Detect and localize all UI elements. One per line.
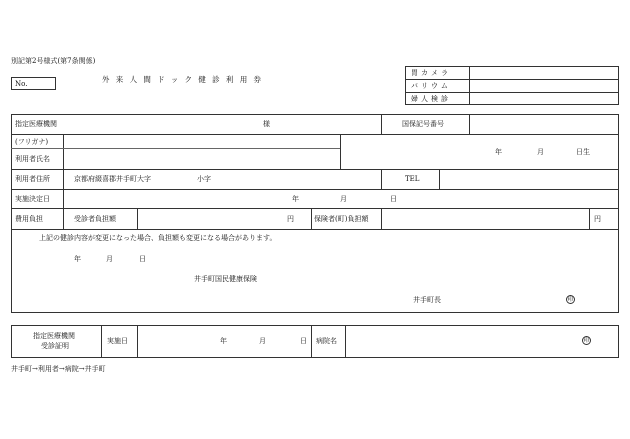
address-prefix: 京都府綴喜郡井手町大字: [74, 175, 151, 183]
patient-cost-yen: 円: [287, 215, 294, 223]
patient-cost-label: 受診者負担額: [74, 215, 116, 223]
exam-barium: バリウム: [411, 82, 451, 90]
insurance-number-field[interactable]: [472, 117, 616, 131]
institution-label: 指定医療機関: [15, 120, 57, 128]
insurer-cost-yen: 円: [594, 215, 601, 223]
furigana-field[interactable]: [66, 136, 336, 146]
hospital-seal-icon: 印: [583, 337, 590, 344]
cert-month-label: 月: [259, 337, 266, 345]
birth-year-label: 年: [495, 148, 502, 156]
birth-day-label: 日生: [576, 148, 590, 156]
number-box[interactable]: [11, 77, 56, 90]
birth-month-label: 月: [537, 148, 544, 156]
insurer-cost-field[interactable]: [384, 211, 584, 227]
decision-year-label: 年: [292, 195, 299, 203]
notice-month-label: 月: [106, 255, 113, 263]
notice-day-label: 日: [139, 255, 146, 263]
form-title: 外来人間ドック健診利用券: [102, 75, 268, 84]
exam-womens: 婦人検診: [411, 95, 451, 103]
number-label: No.: [15, 80, 28, 88]
address-label: 利用者住所: [15, 175, 50, 183]
decision-day-label: 日: [390, 195, 397, 203]
mayor-title: 井手町長: [413, 296, 441, 304]
decision-date-label: 実施決定日: [15, 195, 50, 203]
furigana-label: (フリガナ): [15, 138, 49, 146]
insurance-number-label: 国保記号番号: [402, 120, 444, 128]
routing-flow: 井手町→利用者→病院→井手町: [11, 365, 106, 373]
user-name-field[interactable]: [66, 151, 336, 166]
cert-label-line1: 指定医療機関: [33, 332, 75, 340]
mayor-seal-icon: 印: [567, 296, 574, 303]
decision-month-label: 月: [340, 195, 347, 203]
notice-box: [11, 230, 619, 313]
honorific: 様: [263, 120, 270, 128]
notice-year-label: 年: [74, 255, 81, 263]
tel-field[interactable]: [442, 172, 616, 186]
cert-day-label: 日: [300, 337, 307, 345]
exam-gastro-camera: 胃カメラ: [411, 69, 451, 77]
cost-label: 費用負担: [15, 215, 43, 223]
patient-cost-field[interactable]: [140, 211, 280, 227]
hospital-name-label: 病院名: [316, 337, 337, 345]
tel-label: TEL: [405, 175, 420, 183]
cert-date-label: 実施日: [107, 337, 128, 345]
insurer-org-name: 井手町国民健康保険: [194, 275, 257, 283]
koaza-label: 小字: [197, 175, 211, 183]
cert-label-line2: 受診証明: [41, 342, 69, 350]
user-name-label: 利用者氏名: [15, 155, 50, 163]
insurer-cost-label: 保険者(町)負担額: [314, 215, 369, 223]
notice-text: 上記の健診内容が変更になった場合、負担額も変更になる場合があります。: [39, 234, 277, 242]
cert-year-label: 年: [220, 337, 227, 345]
hospital-name-field[interactable]: [348, 328, 568, 355]
form-id: 別記第2号様式(第7条関係): [11, 57, 96, 65]
